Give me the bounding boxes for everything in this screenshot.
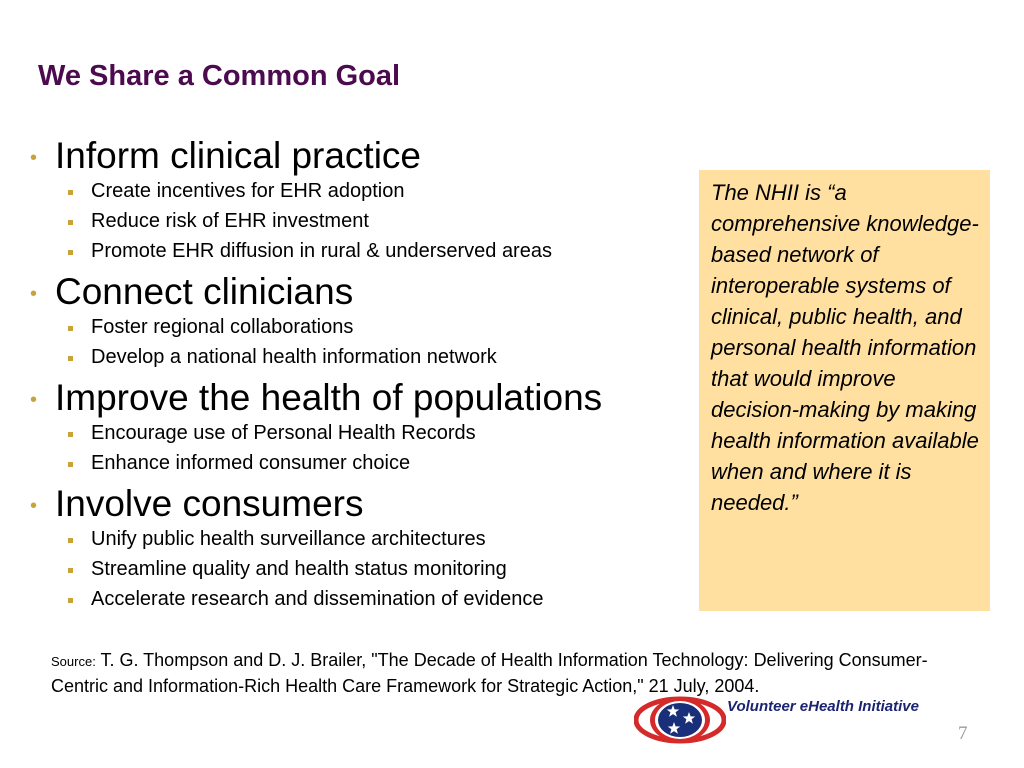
bullet-heading: Connect clinicians	[55, 271, 354, 312]
page-number: 7	[958, 723, 968, 744]
sub-bullet-text: Unify public health surveillance architectures	[91, 528, 486, 550]
sub-bullet-text: Encourage use of Personal Health Records	[91, 422, 476, 444]
sub-bullet	[68, 206, 688, 236]
bullet-level1	[28, 484, 688, 524]
square-bullet-icon	[68, 220, 73, 225]
sub-bullet-text: Foster regional collaborations	[91, 316, 354, 338]
bullet-level1	[28, 136, 688, 176]
sub-bullet-text: Reduce risk of EHR investment	[91, 210, 369, 232]
sub-bullet	[68, 418, 688, 448]
square-bullet-icon	[68, 190, 73, 195]
tennessee-three-star-logo-icon	[634, 692, 726, 748]
square-bullet-icon	[68, 250, 73, 255]
sub-bullet	[68, 524, 688, 554]
round-dot-bullet-icon: •	[30, 147, 38, 169]
bullet-heading: Inform clinical practice	[55, 135, 422, 176]
round-dot-bullet-icon: •	[30, 495, 38, 517]
logo-text: Volunteer eHealth Initiative	[727, 698, 919, 715]
source-text: T. G. Thompson and D. J. Brailer, "The Decade of Health Information Technology: Delivering Consumer-Centric and Information-Rich Health Care Framework for Strategic Action," 21 July, 2004.	[51, 650, 928, 696]
square-bullet-icon	[68, 432, 73, 437]
bullet-level1	[28, 378, 688, 418]
sub-bullet-text: Develop a national health information network	[91, 346, 497, 368]
nhii-quote-box: The NHII is “a comprehensive knowledge-based network of interoperable systems of clinical, public health, and personal health information that would improve decision-making by making health information available when and where it is needed.”	[699, 170, 990, 611]
sub-bullet	[68, 448, 688, 478]
round-dot-bullet-icon: •	[30, 283, 38, 305]
sub-bullet	[68, 554, 688, 584]
bullet-level1	[28, 272, 688, 312]
bullet-list	[28, 136, 688, 614]
sub-bullet-text: Accelerate research and dissemination of evidence	[91, 588, 544, 610]
square-bullet-icon	[68, 356, 73, 361]
sub-bullet	[68, 584, 688, 614]
bullet-heading: Involve consumers	[55, 483, 364, 524]
source-citation	[51, 648, 971, 699]
square-bullet-icon	[68, 538, 73, 543]
sub-bullet	[68, 342, 688, 372]
sub-bullet	[68, 236, 688, 266]
sub-bullet-text: Streamline quality and health status monitoring	[91, 558, 507, 580]
bullet-heading: Improve the health of populations	[55, 377, 603, 418]
slide-title: We Share a Common Goal	[38, 60, 401, 92]
sub-bullet-text: Enhance informed consumer choice	[91, 452, 411, 474]
source-label: Source:	[51, 654, 96, 669]
square-bullet-icon	[68, 462, 73, 467]
sub-bullet	[68, 176, 688, 206]
sub-bullet-text: Create incentives for EHR adoption	[91, 180, 405, 202]
square-bullet-icon	[68, 598, 73, 603]
sub-bullet	[68, 312, 688, 342]
square-bullet-icon	[68, 568, 73, 573]
sub-bullet-text: Promote EHR diffusion in rural & underserved areas	[91, 240, 552, 262]
square-bullet-icon	[68, 326, 73, 331]
round-dot-bullet-icon: •	[30, 389, 38, 411]
